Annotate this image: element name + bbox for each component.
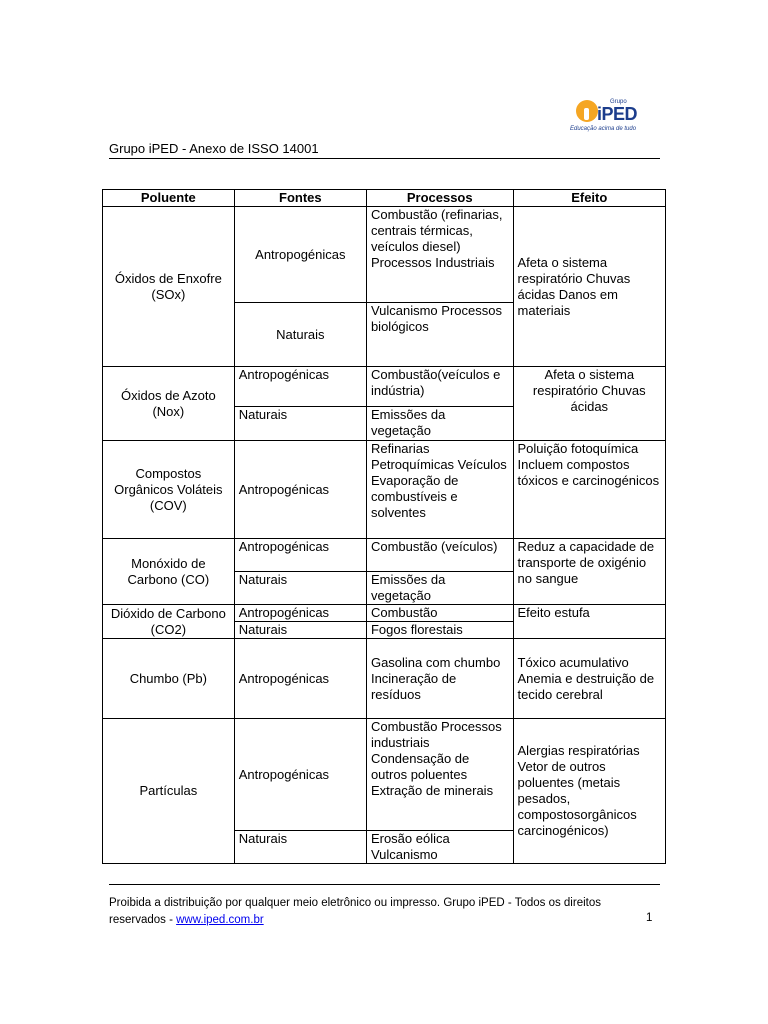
cell-efeito: Afeta o sistema respiratório Chuvas ácidas Danos em materiais	[513, 207, 665, 367]
cell-poluente: Monóxido de Carbono (CO)	[103, 539, 235, 605]
cell-fonte: Naturais	[234, 831, 366, 864]
cell-fonte: Antropogénicas	[234, 441, 366, 539]
cell-efeito: Tóxico acumulativo Anemia e destruição de tecido cerebral	[513, 639, 665, 719]
logo-circle-icon	[576, 100, 598, 122]
cell-fonte: Naturais	[234, 407, 366, 441]
table-row	[103, 207, 666, 303]
header-divider	[109, 158, 660, 159]
footer-notice	[109, 895, 629, 929]
cell-poluente: Óxidos de Enxofre (SOx)	[103, 207, 235, 367]
footer-text: Proibida a distribuição por qualquer meio eletrônico ou impresso. Grupo iPED - Todos os direitos reservados -	[109, 897, 601, 926]
cell-fonte: Antropogénicas	[234, 605, 366, 622]
cell-processo: Combustão(veículos e indústria)	[366, 367, 513, 407]
header-fontes: Fontes	[234, 190, 366, 207]
cell-processo: Refinarias Petroquímicas Veículos Evaporação de combustíveis e solventes	[366, 441, 513, 539]
cell-efeito: Alergias respiratórias Vetor de outros poluentes (metais pesados, compostosorgânicos carcinogénicos)	[513, 719, 665, 864]
table-row	[103, 719, 666, 831]
footer-link[interactable]: www.iped.com.br	[176, 914, 264, 926]
cell-processo: Combustão (refinarias, centrais térmicas, veículos diesel) Processos Industriais	[366, 207, 513, 303]
cell-efeito: Poluição fotoquímica Incluem compostos tóxicos e carcinogénicos	[513, 441, 665, 539]
cell-poluente: Partículas	[103, 719, 235, 864]
cell-efeito: Afeta o sistema respiratório Chuvas ácidas	[513, 367, 665, 441]
header-efeito: Efeito	[513, 190, 665, 207]
cell-fonte: Naturais	[234, 572, 366, 605]
pollutants-table	[102, 189, 666, 864]
cell-efeito: Reduz a capacidade de transporte de oxigénio no sangue	[513, 539, 665, 605]
document-header-title: Grupo iPED - Anexo de ISSO 14001	[109, 141, 319, 156]
table-row	[103, 441, 666, 539]
cell-poluente: Óxidos de Azoto (Nox)	[103, 367, 235, 441]
cell-efeito: Efeito estufa	[513, 605, 665, 639]
cell-fonte: Naturais	[234, 303, 366, 367]
cell-processo: Combustão	[366, 605, 513, 622]
cell-processo: Combustão Processos industriais Condensação de outros poluentes Extração de minerais	[366, 719, 513, 831]
page-number: 1	[646, 912, 653, 924]
table-row	[103, 367, 666, 407]
cell-processo: Fogos florestais	[366, 622, 513, 639]
table-row	[103, 539, 666, 572]
cell-processo: Gasolina com chumbo Incineração de resíduos	[366, 639, 513, 719]
cell-processo: Emissões da vegetação	[366, 572, 513, 605]
table-header-row	[103, 190, 666, 207]
footer-divider	[109, 884, 660, 885]
cell-processo: Erosão eólica Vulcanismo	[366, 831, 513, 864]
table-row	[103, 639, 666, 719]
header-poluente: Poluente	[103, 190, 235, 207]
logo-name: iPED	[597, 104, 638, 124]
iped-logo	[570, 96, 670, 142]
header-processos: Processos	[366, 190, 513, 207]
cell-fonte: Antropogénicas	[234, 207, 366, 303]
cell-poluente: Dióxido de Carbono (CO2)	[103, 605, 235, 639]
logo-tagline: Educação acima de tudo	[570, 126, 637, 132]
cell-fonte: Naturais	[234, 622, 366, 639]
table-row	[103, 605, 666, 622]
cell-fonte: Antropogénicas	[234, 367, 366, 407]
logo-grupo-text: Grupo	[610, 99, 627, 105]
cell-processo: Vulcanismo Processos biológicos	[366, 303, 513, 367]
cell-fonte: Antropogénicas	[234, 539, 366, 572]
cell-processo: Emissões da vegetação	[366, 407, 513, 441]
cell-fonte: Antropogénicas	[234, 639, 366, 719]
cell-poluente: Compostos Orgânicos Voláteis (COV)	[103, 441, 235, 539]
cell-poluente: Chumbo (Pb)	[103, 639, 235, 719]
cell-processo: Combustão (veículos)	[366, 539, 513, 572]
cell-fonte: Antropogénicas	[234, 719, 366, 831]
